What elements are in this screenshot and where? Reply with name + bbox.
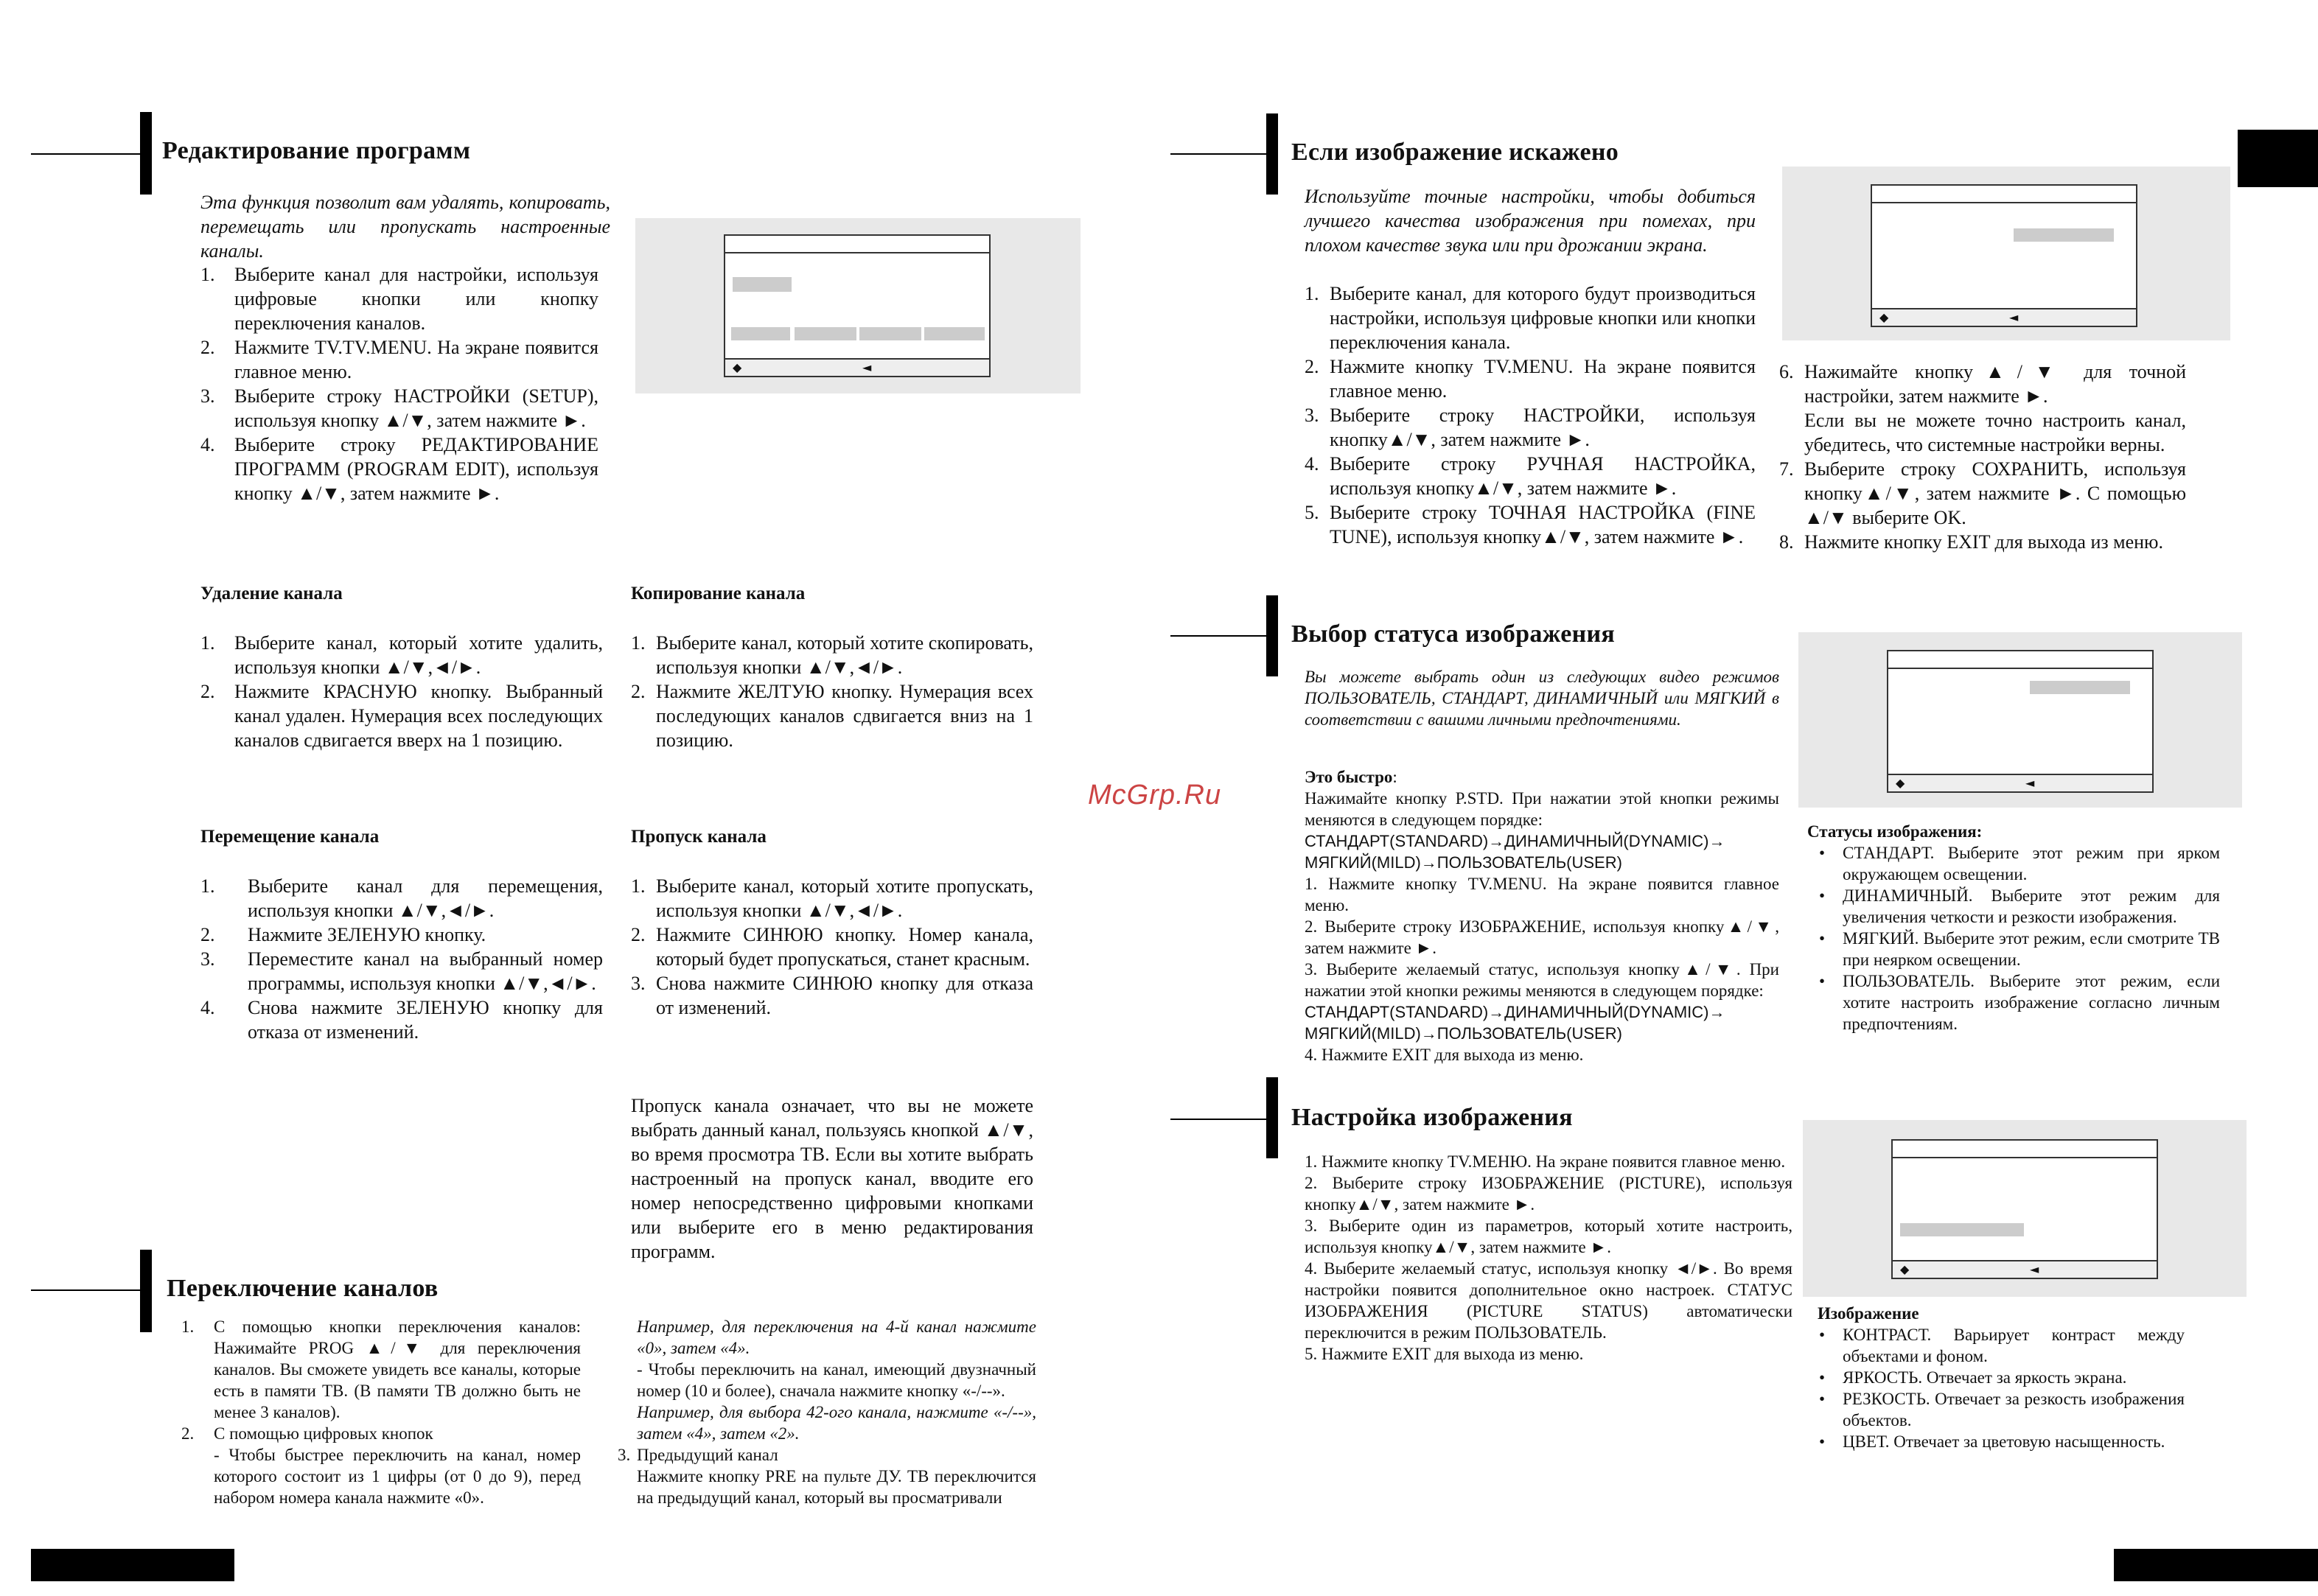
distorted-steps	[1305, 281, 1756, 549]
rule-switch	[31, 1289, 142, 1291]
distorted-step2-3: 7. Выберите строку СОХРАНИТЬ, используя кнопку▲/▼, затем нажмите ►. С помощью ▲/▼ выберите OK.	[1779, 458, 2186, 528]
copy-step-2: 2. Нажмите ЖЕЛТУЮ кнопку. Нумерация всех последующих каналов сдвигается вниз на 1 позицию.	[631, 681, 1033, 751]
heading-picture: Настройка изображения	[1291, 1104, 1573, 1131]
left-arrow-icon: ◄	[862, 360, 872, 374]
screen-panel-finetune	[1782, 167, 2230, 340]
delete-steps	[200, 631, 603, 752]
heading-distorted: Если изображение искажено	[1291, 139, 1619, 166]
status-intro: Вы можете выбрать один из следующих видео режимов ПОЛЬЗОВАТЕЛЬ, СТАНДАРТ, ДИНАМИЧНЫЙ или МЯГКИЙ в соответствии с вашими личными предпочтениями.	[1305, 668, 1779, 729]
distorted-steps-2	[1779, 360, 2186, 554]
distorted-step2-1: 6. Нажимайте кнопку▲/▼ для точной настройки, затем нажмите ►.	[1779, 361, 2186, 407]
copy-steps	[631, 631, 1033, 752]
distorted-step2-4: 8. Нажмите кнопку EXIT для выхода из меню.	[1779, 531, 2163, 553]
tv-screen-finetune: ◆ ◄	[1871, 184, 2137, 327]
tv-screen-picture: ◆ ◄	[1891, 1139, 2158, 1279]
status-item-4: • ПОЛЬЗОВАТЕЛЬ. Выберите этот режим, если хотите настроить изображение согласно личным предпочтениям.	[1819, 972, 2220, 1033]
switch-right-col: Например, для переключения на 4-й канал нажмите «0», затем «4». - Чтобы переключить на канал, имеющий двузначный номер (10 и более), сначала нажмите кнопку «-/--». Например, для выбора 42-ого канала, нажмите «-/--», затем «4», затем «2». 3. Предыдущий канал Нажмите кнопку PRE на пульте ДУ. ТВ переключится на предыдущий канал, который вы просматривали	[618, 1317, 1036, 1507]
skip-step-2: 2. Нажмите СИНЮЮ кнопку. Номер канала, который будет пропускаться, станет красным.	[631, 924, 1033, 970]
heading-skip: Пропуск канала	[631, 827, 767, 847]
section-bar-status	[1266, 595, 1278, 676]
move-step-4: 4. Снова нажмите ЗЕЛЕНУЮ кнопку для отказа от изменений.	[200, 997, 603, 1043]
delete-step-2: 2. Нажмите КРАСНУЮ кнопку. Выбранный канал удален. Нумерация всех последующих каналов сдвигается вверх на 1 позицию.	[200, 681, 603, 751]
picture-item-1: • КОНТРАСТ. Варьирует контраст между объектами и фоном.	[1819, 1326, 2185, 1365]
section-bar-picture	[1266, 1077, 1278, 1158]
screen-panel-picture	[1803, 1120, 2247, 1297]
skip-steps	[631, 874, 1033, 1020]
status-item-2: • ДИНАМИЧНЫЙ. Выберите этот режим для увеличения четкости и резкости изображения.	[1819, 886, 2220, 926]
picture-item-4: • ЦВЕТ. Отвечает за цветовую насыщенность.	[1819, 1432, 2165, 1451]
skip-step-3: 3. Снова нажмите СИНЮЮ кнопку для отказа от изменений.	[631, 973, 1033, 1018]
distorted-step-4: 4. Выберите строку РУЧНАЯ НАСТРОЙКА, используя кнопку▲/▼, затем нажмите ►.	[1305, 453, 1756, 499]
watermark: McGrp.Ru	[1088, 780, 1222, 811]
picture-list: Изображение • КОНТРАСТ. Варьирует контраст между объектами и фоном. • ЯРКОСТЬ. Отвечает за яркость экрана. • РЕЗКОСТЬ. Отвечает за резкость изображения объектов. • ЦВЕТ. Отвечает за цветовую насыщенность.	[1818, 1303, 2185, 1452]
heading-switch: Переключение каналов	[167, 1275, 439, 1302]
move-step-1: 1. Выберите канал для перемещения, используя кнопки ▲/▼,◄/►.	[200, 875, 603, 921]
heading-move: Перемещение канала	[200, 827, 380, 847]
section-bar-edit	[140, 112, 152, 195]
move-step-3: 3. Переместите канал на выбранный номер программы, используя кнопки ▲/▼,◄/►.	[200, 948, 603, 994]
edit-step-2: 2. Нажмите TV.TV.MENU. На экране появится главное меню.	[200, 337, 598, 382]
edit-step-1: 1. Выберите канал для настройки, используя цифровые кнопки или кнопку переключения каналов.	[200, 264, 598, 334]
distorted-step-5: 5. Выберите строку ТОЧНАЯ НАСТРОЙКА (FINE TUNE), используя кнопку▲/▼, затем нажмите ►.	[1305, 502, 1756, 547]
status-body: Это быстро: Нажимайте кнопку P.STD. При нажатии этой кнопки режимы меняются в следующем порядке: СТАНДАРТ(STANDARD)→ДИНАМИЧНЫЙ(DYNAMIC)→ МЯГКИЙ(MILD)→ПОЛЬЗОВАТЕЛЬ(USER) 1. Нажмите кнопку TV.MENU. На экране появится главное меню. 2. Выберите строку ИЗОБРАЖЕНИЕ, используя кнопку▲/▼, затем нажмите ►. 3. Выберите желаемый статус, используя кнопку▲/▼. При нажатии этой кнопки режимы меняются в следующем порядке: СТАНДАРТ(STANDARD)→ДИНАМИЧНЫЙ(DYNAMIC)→ МЯГКИЙ(MILD)→ПОЛЬЗОВАТЕЛЬ(USER) 4. Нажмите EXIT для выхода из меню.	[1305, 768, 1779, 1064]
skip-step-1: 1. Выберите канал, который хотите пропускать, используя кнопки ▲/▼,◄/►.	[631, 875, 1033, 921]
delete-step-1: 1. Выберите канал, который хотите удалить, используя кнопки ▲/▼,◄/►.	[200, 632, 603, 678]
edit-step-4: 4. Выберите строку РЕДАКТИРОВАНИЕ ПРОГРАММ (PROGRAM EDIT), используя кнопку ▲/▼, затем нажмите ►.	[200, 434, 598, 504]
status-item-3: • МЯГКИЙ. Выберите этот режим, если смотрите ТВ при неярком освещении.	[1819, 929, 2220, 969]
tv-screen-edit	[724, 234, 991, 377]
rule-distorted	[1170, 153, 1269, 155]
picture-item-3: • РЕЗКОСТЬ. Отвечает за резкость изображения объектов.	[1819, 1390, 2185, 1429]
heading-copy: Копирование канала	[631, 584, 806, 603]
rule-edit	[31, 153, 142, 155]
rule-picture	[1170, 1119, 1269, 1120]
distorted-step-3: 3. Выберите строку НАСТРОЙКИ, используя кнопку▲/▼, затем нажмите ►.	[1305, 405, 1756, 450]
distorted-step-2: 2. Нажмите кнопку TV.MENU. На экране появится главное меню.	[1305, 356, 1756, 402]
distorted-step-1: 1. Выберите канал, для которого будут производиться настройки, используя цифровые кнопки или кнопки переключения канала.	[1305, 283, 1756, 353]
copy-step-1: 1. Выберите канал, который хотите скопировать, используя кнопки ▲/▼,◄/►.	[631, 632, 1033, 678]
status-item-1: • СТАНДАРТ. Выберите этот режим при ярком окружающем освещении.	[1819, 844, 2220, 883]
move-steps	[200, 874, 603, 1044]
edit-intro: Эта функция позволит вам удалять, копировать, перемещать или пропускать настроенные каналы.	[200, 192, 610, 262]
heading-status: Выбор статуса изображения	[1291, 620, 1616, 648]
heading-delete: Удаление канала	[200, 584, 343, 603]
picture-item-2: • ЯРКОСТЬ. Отвечает за яркость экрана.	[1819, 1368, 2127, 1387]
section-bar-switch	[140, 1250, 152, 1332]
distorted-step2-2: Если вы не можете точно настроить канал, убедитесь, что системные настройки верны.	[1804, 410, 2186, 455]
edit-step-3: 3. Выберите строку НАСТРОЙКИ (SETUP), используя кнопку ▲/▼, затем нажмите ►.	[200, 385, 598, 431]
screen-panel-status	[1798, 632, 2242, 808]
rule-status	[1170, 635, 1269, 637]
tv-screen-status: ◆ ◄	[1887, 650, 2154, 793]
status-list: Статусы изображения: • СТАНДАРТ. Выберите этот режим при ярком окружающем освещении. • ДИНАМИЧНЫЙ. Выберите этот режим для увеличения четкости и резкости изображения. • МЯГКИЙ. Выберите этот режим, если смотрите ТВ при неярком освещении. • ПОЛЬЗОВАТЕЛЬ. Выберите этот режим, если хотите настроить изображение согласно личным предпочтениям.	[1807, 822, 2220, 1033]
page-tab	[2238, 130, 2318, 187]
edit-steps	[200, 262, 598, 505]
screen-panel-edit	[635, 218, 1081, 393]
footer-bar-right	[2114, 1549, 2318, 1581]
section-bar-distorted	[1266, 113, 1278, 195]
distorted-intro: Используйте точные настройки, чтобы добиться лучшего качества изображения при помехах, при плохом качестве звука или при дрожании экрана.	[1305, 186, 1756, 256]
updown-icon: ◆	[733, 360, 742, 374]
switch-left-col: 1. С помощью кнопки переключения каналов: Нажимайте PROG ▲/▼ для переключения каналов. Вы сможете увидеть все каналы, которые есть в памяти ТВ. (В памяти ТВ должно быть не менее 3 каналов). 2. С помощью цифровых кнопок - Чтобы быстрее переключить на канал, номер которого состоит из 1 цифры (от 0 до 9), перед набором номера канала нажмите «0».	[181, 1317, 581, 1507]
picture-body: 1. Нажмите кнопку TV.МЕНЮ. На экране появится главное меню. 2. Выберите строку ИЗОБРАЖЕНИЕ (PICTURE), используя кнопку▲/▼, затем нажмите ►. 3. Выберите один из параметров, который хотите настроить, используя кнопку▲/▼, затем нажмите ►. 4. Выберите желаемый статус, используя кнопку ◄/►. Во время настройки появится дополнительное окно настроек. СТАТУС ИЗОБРАЖЕНИЯ (PICTURE STATUS) автоматически переключится в режим ПОЛЬЗОВАТЕЛЬ. 5. Нажмите EXIT для выхода из меню.	[1305, 1152, 1792, 1363]
skip-note: Пропуск канала означает, что вы не можете выбрать данный канал, пользуясь кнопкой ▲/▼, во время просмотра ТВ. Если вы хотите выбрать настроенный на пропуск канал, вводите его номер непосредственно цифровыми кнопками или выберите его в меню редактирования программ.	[631, 1095, 1033, 1262]
heading-edit-programs: Редактирование программ	[162, 137, 471, 164]
footer-bar-left	[31, 1549, 234, 1581]
move-step-2: 2. Нажмите ЗЕЛЕНУЮ кнопку.	[200, 924, 486, 945]
